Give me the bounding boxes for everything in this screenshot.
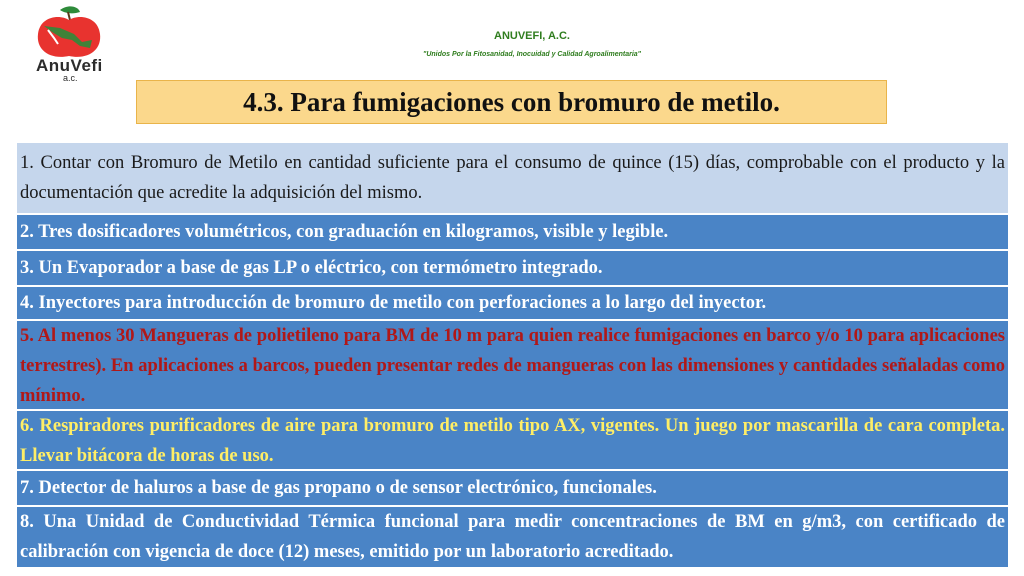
requirement-text: 5. Al menos 30 Mangueras de polietileno para BM de 10 m para quien realice fumigaciones en barco y/o 10 para aplicaciones terrestres). En aplicaciones a barcos, pueden presentar redes de mangueras con las dimensiones y cantidades señaladas como mínimo. <box>20 326 1005 406</box>
org-name: ANUVEFI, A.C. <box>494 30 570 42</box>
requirement-item-2 <box>17 215 1008 249</box>
requirement-text: 6. Respiradores purificadores de aire para bromuro de metilo tipo AX, vigentes. Un juego por mascarilla de cara completa. Llevar bitácora de horas de uso. <box>20 416 1005 466</box>
org-tagline: "Unidos Por la Fitosanidad, Inocuidad y Calidad Agroalimentaria" <box>423 51 641 58</box>
requirement-item-5 <box>17 321 1008 409</box>
requirement-item-8 <box>17 507 1008 567</box>
section-title-box <box>136 80 887 124</box>
logo-name: AnuVefi <box>36 56 103 75</box>
requirement-text: 1. Contar con Bromuro de Metilo en cantidad suficiente para el consumo de quince (15) días, comprobable con el producto y la documentación que acredite la adquisición del mismo. <box>20 153 1005 203</box>
logo-sub: a.c. <box>63 73 78 83</box>
requirement-item-7 <box>17 471 1008 505</box>
requirement-item-1 <box>17 143 1008 213</box>
requirement-text: 3. Un Evaporador a base de gas LP o eléctrico, con termómetro integrado. <box>20 258 603 278</box>
requirement-item-3 <box>17 251 1008 285</box>
requirement-text: 7. Detector de haluros a base de gas propano o de sensor electrónico, funcionales. <box>20 478 657 498</box>
requirement-text: 2. Tres dosificadores volumétricos, con graduación en kilogramos, visible y legible. <box>20 222 669 242</box>
section-title: 4.3. Para fumigaciones con bromuro de metilo. <box>243 86 780 117</box>
requirement-text: 8. Una Unidad de Conductividad Térmica funcional para medir concentraciones de BM en g/m3, con certificado de calibración con vigencia de doce (12) meses, emitido por un laboratorio acreditado. <box>20 512 1005 562</box>
requirement-text: 4. Inyectores para introducción de bromuro de metilo con perforaciones a lo largo del inyector. <box>20 293 767 313</box>
requirement-item-6 <box>17 411 1008 469</box>
requirement-item-4 <box>17 287 1008 319</box>
